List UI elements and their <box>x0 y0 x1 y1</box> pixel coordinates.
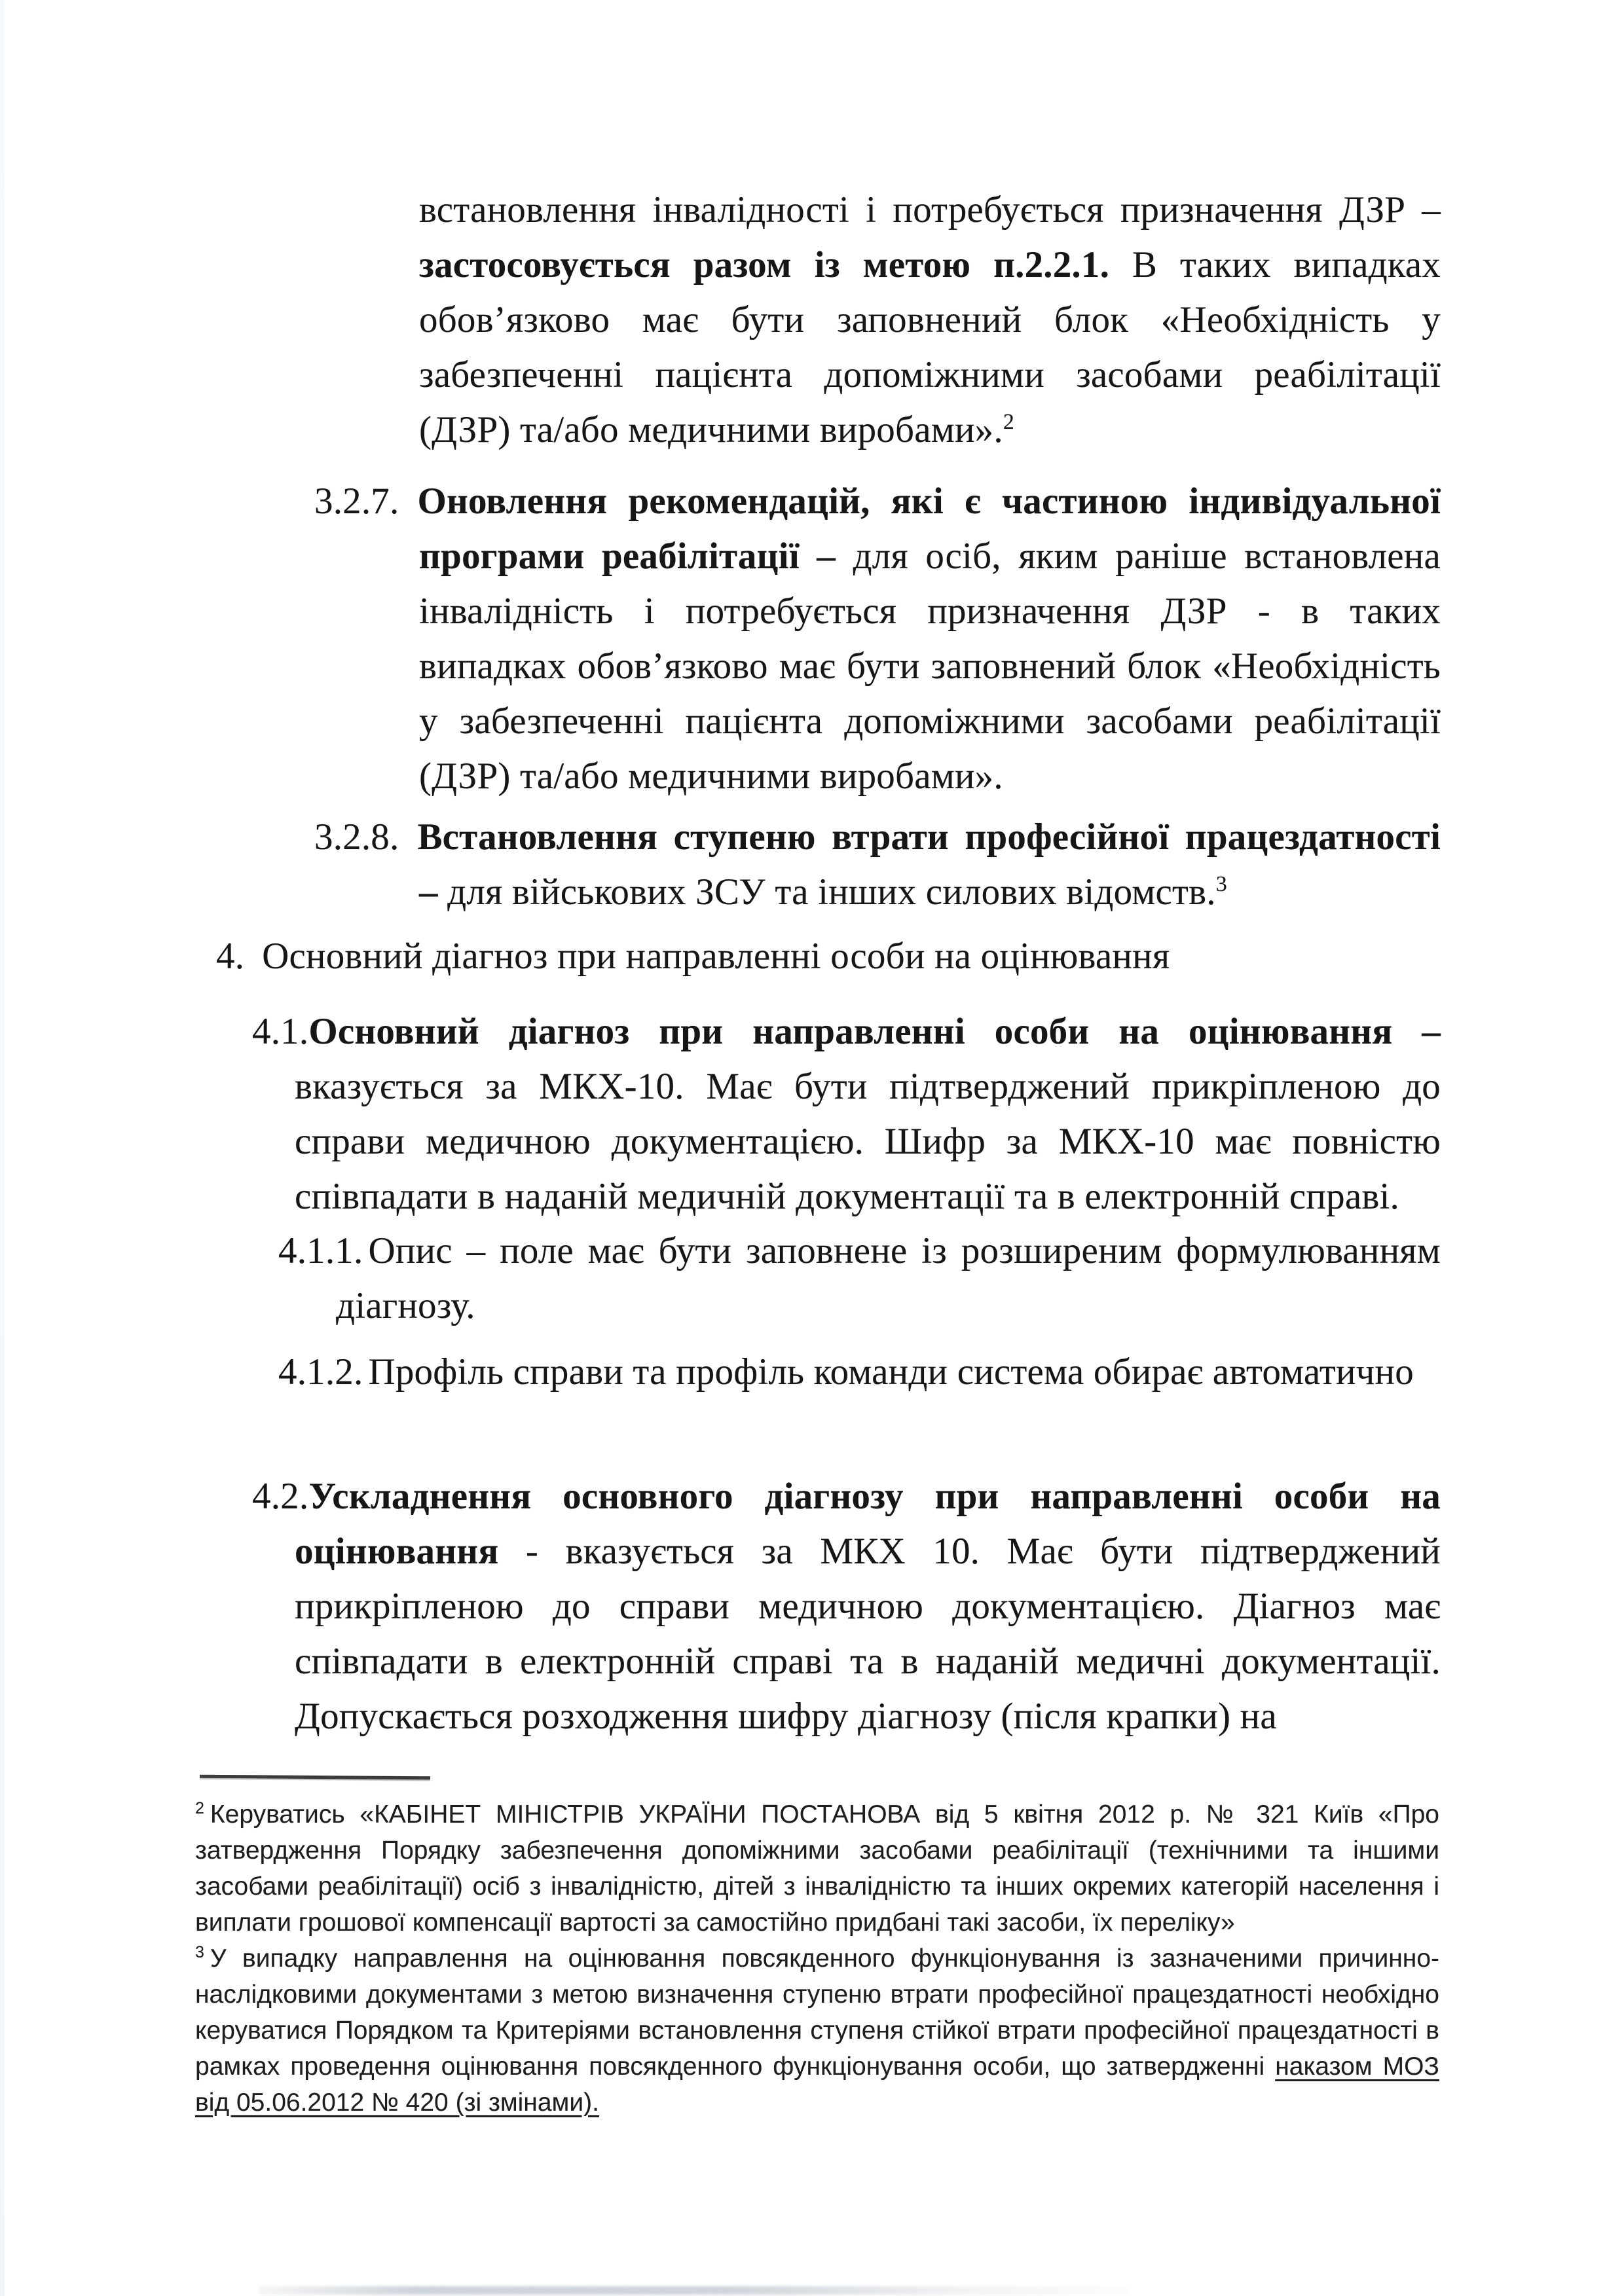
footnote-marker-2: 2 <box>195 1799 204 1817</box>
text-run: для осіб, яким раніше встановлена інвалідність і потребується призначення ДЗР - в таких випадках обов’язково має бути заповнений блок «Необхідність у забезпеченні пацієнта допоміжними засобами реабілітації (ДЗР) та/або медичними виробами». <box>419 536 1441 797</box>
footnote-ref-2: 2 <box>1003 410 1015 434</box>
item-heading-bold: Основний діагноз при направленні особи на оцінювання – <box>308 1011 1441 1052</box>
item-number: 4. <box>216 936 245 977</box>
footnote-2 <box>195 1796 1439 1941</box>
text-run: встановлення інвалідності і потребується призначення ДЗР – <box>419 189 1441 230</box>
footnote-ref-3: 3 <box>1215 872 1227 896</box>
text-run: Опис – поле має бути заповнене із розширеним формулюванням діагнозу. <box>336 1230 1441 1326</box>
text-run: Профіль справи та профіль команди система обирає автоматично <box>368 1351 1414 1393</box>
text-run: В таких випадках обов’язково має бути заповнений блок «Необхідність у забезпеченні пацієнта допоміжними засобами реабілітації (ДЗР) та/або медичними виробами». <box>419 244 1441 450</box>
text-run-bold: застосовується разом із метою п.2.2.1. <box>419 244 1110 285</box>
text-run: Основний діагноз при направленні особи на оцінювання <box>262 936 1170 977</box>
scan-left-edge-artifact <box>0 0 5 2296</box>
list-item-3-2-7 <box>314 474 1441 804</box>
item-heading-bold: Встановлення ступеню втрати професійної працездатності – <box>417 816 1441 913</box>
scan-bottom-edge-artifact <box>259 2286 1130 2295</box>
text-run: вказується за МКХ-10. Має бути підтверджений прикріпленою до справи медичною документацією. Шифр за МКХ-10 має повністю співпадати в наданій медичній документації та в електронній справі. <box>295 1066 1441 1217</box>
footnote-underlined-reference: наказом МОЗ від 05.06.2012 № 420 (зі змінами). <box>195 2052 1439 2117</box>
text-run: для військових ЗСУ та інших силових відомств. <box>447 871 1216 913</box>
text-run: - вказується за МКХ 10. Має бути підтверджений прикріпленою до справи медичною документацією. Діагноз має співпадати в електронній справі та в наданій медичні документації. Допускається розходження шифру діагнозу (після крапки) на <box>295 1531 1441 1737</box>
footnote-separator-line <box>200 1775 430 1779</box>
list-item-4-1 <box>252 1004 1441 1224</box>
item-number: 3.2.7. <box>314 481 399 522</box>
footnote-text: У випадку направлення на оцінювання повсякденного функціонування із зазначеними причинно-наслідковими документами з метою визначення ступеню втрати професійної працездатності необхідно керуватися Порядком та Критеріями встановлення ступеня стійкої втрати професійної працездатності в рамках проведення оцінювання повсякденного функціонування особи, що затвердженні <box>195 1944 1439 2081</box>
list-item-3-2-8 <box>314 810 1441 920</box>
item-heading-bold: Оновлення рекомендацій, які є частиною індивідуальної програми реабілітації – <box>417 481 1441 577</box>
item-heading-bold: Ускладнення основного діагнозу при направленні особи на оцінювання <box>295 1476 1441 1572</box>
footnote-3 <box>195 1941 1439 2121</box>
list-item-4-2 <box>252 1469 1441 1744</box>
footnote-marker-3: 3 <box>195 1943 204 1961</box>
paragraph-continuation-2-2-6 <box>419 183 1441 458</box>
footnote-text: Керуватись «КАБІНЕТ МІНІСТРІВ УКРАЇНИ ПОСТАНОВА від 5 квітня 2012 р. № 321 Київ «Про затвердження Порядку забезпечення допоміжними засобами реабілітації (технічними та іншими засобами реабілітації) осіб з інвалідністю, дітей з інвалідністю та інших окремих категорій населення і виплати грошової компенсації вартості за самостійно придбані такі засоби, їх переліку» <box>195 1800 1439 1937</box>
list-item-4-1-1 <box>278 1224 1441 1334</box>
item-number: 4.1. <box>252 1011 309 1052</box>
list-item-4-1-2 <box>278 1345 1441 1400</box>
list-item-4 <box>216 929 1441 984</box>
item-number: 4.1.2. <box>278 1351 363 1393</box>
item-number: 4.2. <box>252 1476 309 1517</box>
item-number: 4.1.1. <box>278 1230 363 1271</box>
item-number: 3.2.8. <box>314 816 399 858</box>
